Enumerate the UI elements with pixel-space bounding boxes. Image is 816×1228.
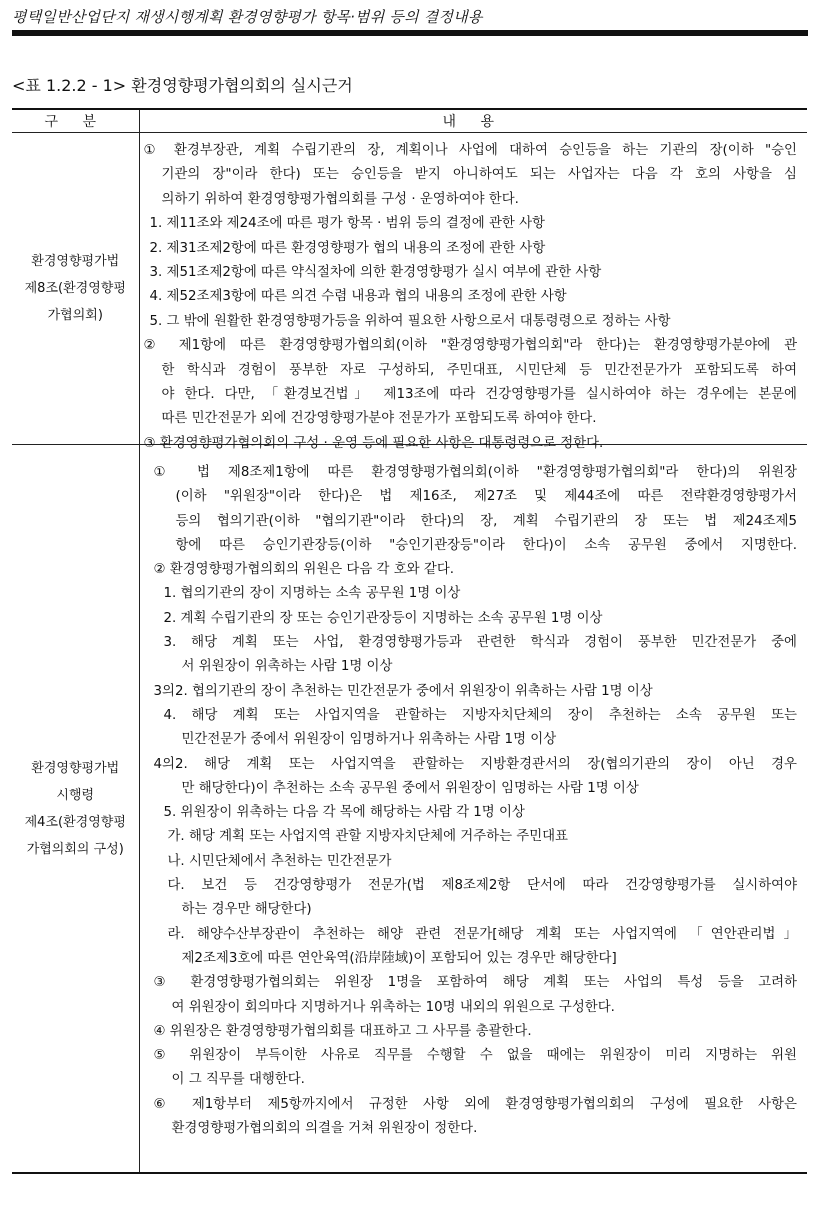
- text-line: 3의2. 협의기관의 장이 추천하는 민간전문가 중에서 위원장이 위촉하는 사람 1명 이상: [153, 683, 653, 699]
- category-line: 환경영향평가법: [31, 760, 120, 776]
- text-line: 기관의 장"이라 한다) 또는 승인등을 받지 아니하여도 되는 사업자는 다음 각 호의 사항을 심: [161, 167, 797, 183]
- header-rule: [12, 30, 808, 36]
- column-header-category: 구 분: [12, 109, 139, 133]
- text-line: 민간전문가 중에서 위원장이 임명하거나 위촉하는 사람 1명 이상: [181, 732, 557, 748]
- text-line: ④ 위원장은 환경영향평가협의회를 대표하고 그 사무를 총괄한다.: [153, 1023, 532, 1039]
- text-line: 서 위원장이 위촉하는 사람 1명 이상: [181, 659, 393, 675]
- column-header-content: 내 용: [139, 109, 807, 133]
- text-line: 다. 보건 등 건강영향평가 전문가(법 제8조제2항 단서에 따라 건강영향평가를 실시하여야: [167, 878, 797, 894]
- text-line: ⑤ 위원장이 부득이한 사유로 직무를 수행할 수 없을 때에는 위원장이 미리 지명하는 위원: [153, 1048, 797, 1064]
- text-line: 라. 해양수산부장관이 추천하는 해양 관련 전문가[해당 계획 또는 사업지역에 「연안관리법」: [167, 926, 797, 942]
- table-header-row: [12, 109, 807, 133]
- text-line: 나. 시민단체에서 추천하는 민간전문가: [167, 853, 392, 869]
- row-content: [139, 445, 807, 1174]
- text-line: 5. 그 밖에 원활한 환경영향평가등을 위하여 필요한 사항으로서 대통령령으로 정하는 사항: [149, 313, 671, 329]
- category-line: 가협의회의 구성): [26, 841, 124, 857]
- decree-article-4-text: [140, 445, 808, 1172]
- text-line: ② 환경영향평가협의회의 위원은 다음 각 호와 같다.: [153, 562, 455, 578]
- text-line: ⑥ 제1항부터 제5항까지에서 규정한 사항 외에 환경영향평가협의회의 구성에 필요한 사항은: [153, 1096, 797, 1112]
- page-header-title: 평택일반산업단지 재생시행계획 환경영향평가 항목·범위 등의 결정내용: [12, 8, 483, 26]
- row-category: [12, 133, 139, 445]
- row-category: [12, 445, 139, 1174]
- text-line: 제2조제3호에 따른 연안육역(沿岸陸域)이 포함되어 있는 경우만 해당한다]: [181, 950, 617, 966]
- text-line: (이하 "위원장"이라 한다)은 법 제16조, 제27조 및 제44조에 따른 전략환경영향평가서: [175, 489, 797, 505]
- text-line: 한 학식과 경험이 풍부한 자로 구성하되, 주민대표, 시민단체 등 민간전문가가 포함되도록 하여: [161, 362, 797, 378]
- category-line: 환경영향평가법: [31, 254, 120, 269]
- text-line: 2. 계획 수립기관의 장 또는 승인기관장등이 지명하는 소속 공무원 1명 이상: [163, 610, 603, 626]
- table-caption: <표 1.2.2 - 1> 환경영향평가협의회의 실시근거: [12, 76, 353, 95]
- text-line: 여 위원장이 회의마다 지명하거나 위촉하는 10명 내외의 위원으로 구성한다.: [171, 999, 615, 1015]
- text-line: 이 그 직무를 대행한다.: [171, 1072, 305, 1088]
- text-line: ① 환경부장관, 계획 수립기관의 장, 계획이나 사업에 대하여 승인등을 하는 기관의 장(이하 "승인: [143, 143, 797, 158]
- act-article-8-text: [140, 133, 808, 451]
- text-line: 가. 해당 계획 또는 사업지역 관할 지방자치단체에 거주하는 주민대표: [167, 829, 568, 845]
- category-line: 제4조(환경영향평: [24, 814, 126, 830]
- text-line: 야 한다. 다만, 「환경보건법」 제13조에 따라 건강영향평가를 실시하여야 하는 경우에는 본문에: [161, 387, 797, 403]
- category-line: 제8조(환경영향평: [24, 281, 126, 296]
- text-line: ③ 환경영향평가협의회는 위원장 1명을 포함하여 해당 계획 또는 사업의 특성 등을 고려하: [153, 975, 797, 991]
- text-line: 1. 제11조와 제24조에 따른 평가 항목 · 범위 등의 결정에 관한 사항: [149, 216, 545, 232]
- text-line: 4의2. 해당 계획 또는 사업지역을 관할하는 지방환경관서의 장(협의기관의 장이 아닌 경우: [153, 756, 797, 772]
- text-line: 3. 제51조제2항에 따른 약식절차에 의한 환경영향평가 실시 여부에 관한 사항: [149, 265, 602, 281]
- text-line: 5. 위원장이 위촉하는 다음 각 목에 해당하는 사람 각 1명 이상: [163, 805, 525, 821]
- category-line: 시행령: [56, 787, 95, 803]
- text-line: 환경영향평가협의회의 의결을 거쳐 위원장이 정한다.: [171, 1121, 478, 1137]
- text-line: 4. 해당 계획 또는 사업지역을 관할하는 지방자치단체의 장이 추천하는 소속 공무원 또는: [163, 707, 797, 723]
- text-line: 만 해당한다)이 추천하는 소속 공무원 중에서 위원장이 임명하는 사람 1명 이상: [181, 780, 639, 796]
- text-line: ③ 환경영향평가협의회의 구성 · 운영 등에 필요한 사항은 대통령령으로 정한다.: [143, 435, 604, 451]
- text-line: 3. 해당 계획 또는 사업, 환경영향평가등과 관련한 학식과 경험이 풍부한 민간전문가 중에: [163, 635, 797, 651]
- text-line: 항에 따른 승인기관장등(이하 "승인기관장등"이라 한다)이 소속 공무원 중에서 지명한다.: [175, 537, 797, 553]
- row-content: [139, 133, 807, 451]
- text-line: 2. 제31조제2항에 따른 환경영향평가 협의 내용의 조정에 관한 사항: [149, 240, 546, 256]
- table-row: [12, 133, 807, 445]
- text-line: 등의 협의기관(이하 "협의기관"이라 한다)의 장, 계획 수립기관의 장 또는 법 제24조제5: [175, 513, 797, 529]
- text-line: 따른 민간전문가 외에 건강영향평가분야 전문가가 포함되도록 하여야 한다.: [161, 411, 597, 427]
- text-line: ② 제1항에 따른 환경영향평가협의회(이하 "환경영향평가협의회"라 한다)는 환경영향평가분야에 관: [143, 338, 797, 354]
- text-line: 하는 경우만 해당한다): [181, 902, 312, 918]
- text-line: 1. 협의기관의 장이 지명하는 소속 공무원 1명 이상: [163, 586, 461, 602]
- text-line: 4. 제52조제3항에 따른 의견 수렴 내용과 협의 내용의 조정에 관한 사항: [149, 289, 567, 305]
- basis-table: [12, 108, 807, 1174]
- text-line: ① 법 제8조제1항에 따른 환경영향평가협의회(이하 "환경영향평가협의회"라 한다)의 위원장: [153, 465, 797, 480]
- table-row: [12, 445, 807, 1174]
- category-line: 가협의회): [47, 308, 103, 323]
- text-line: 의하기 위하여 환경영향평가협의회를 구성 · 운영하여야 한다.: [161, 191, 519, 207]
